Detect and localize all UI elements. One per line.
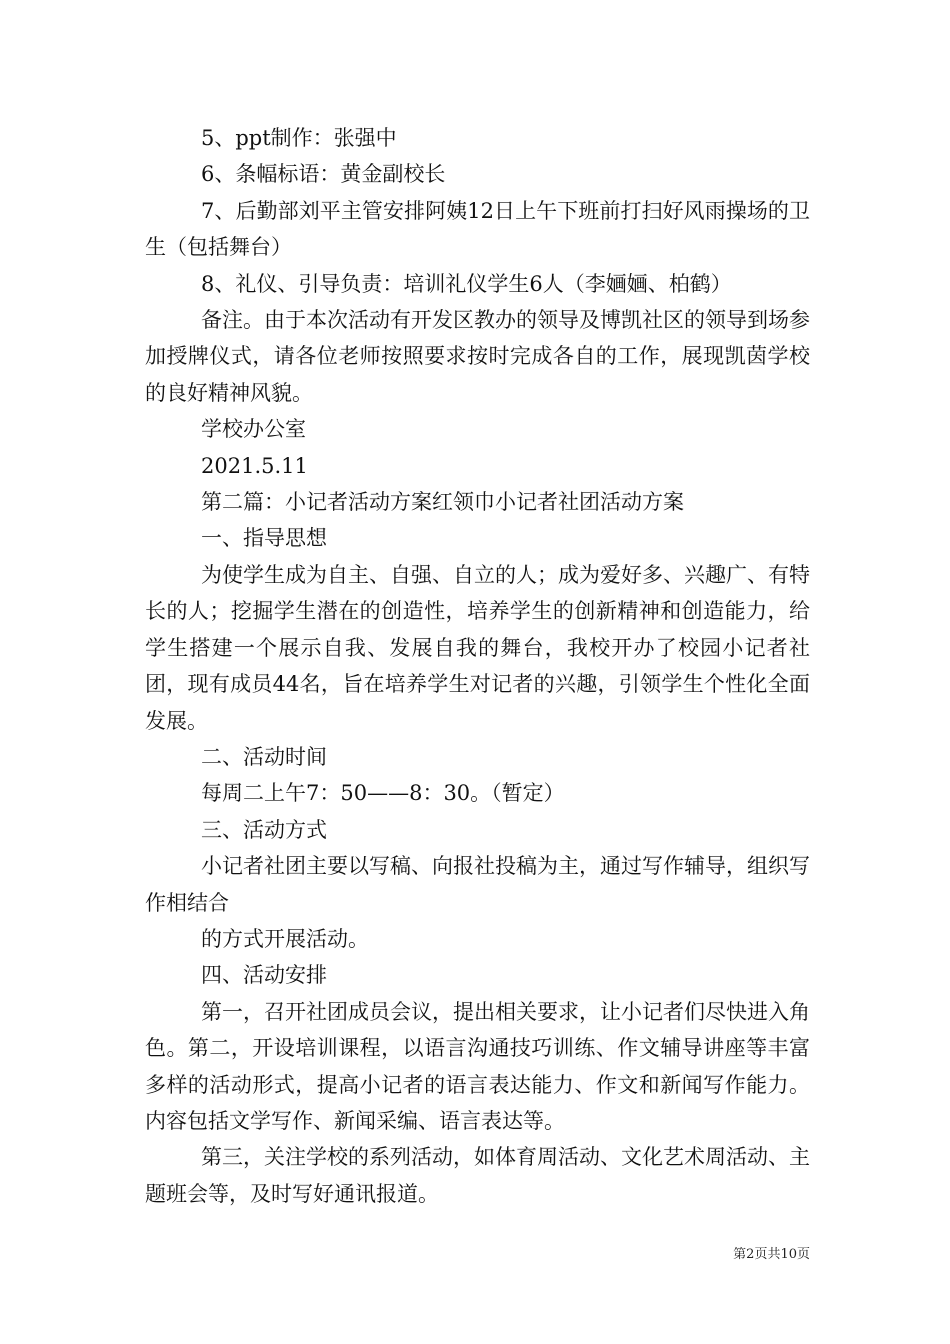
page-number-footer: 第2页共10页 [733,1247,810,1262]
paragraph-date: 2021.5.11 [201,453,308,478]
section-heading-activity-arrangement: 四、活动安排 [201,963,327,988]
paragraph-second-article-title: 第二篇：小记者活动方案红领巾小记者社团活动方案 [201,490,684,515]
section-heading-guiding-ideology: 一、指导思想 [201,526,327,551]
paragraph-guiding-ideology: 为使学生成为自主、自强、自立的人；成为爱好多、兴趣广、有特长的人；挖掘学生潜在的创造性，培养学生的创新精神和创造能力，给学生搭建一个展示自我、发展自我的舞台，我校开办了校园小记者社团，现有成员44名，旨在培养学生对记者的兴趣，引领学生个性化全面发展。 [145,562,810,733]
paragraph-signature-office: 学校办公室 [201,417,306,442]
paragraph-logistics-cleaning: 7、后勤部刘平主管安排阿姨12日上午下班前打扫好风雨操场的卫生（包括舞台） [145,198,810,260]
paragraph-activity-method: 小记者社团主要以写稿、向报社投稿为主，通过写作辅导，组织写作相结合 [145,854,810,915]
document-body [145,120,810,1212]
paragraph-arrangement-third: 第三，关注学校的系列活动，如体育周活动、文化艺术周活动、主题班会等，及时写好通讯报道。 [145,1145,810,1206]
section-heading-activity-time: 二、活动时间 [201,744,327,769]
paragraph-activity-time: 每周二上午7：50——8：30。（暂定） [201,781,565,806]
paragraph-etiquette-guide: 8、礼仪、引导负责：培训礼仪学生6人（李婳婳、柏鹤） [201,271,732,296]
paragraph-activity-method-continued: 的方式开展活动。 [201,926,369,951]
paragraph-ppt-production: 5、ppt制作：张强中 [201,126,397,150]
section-heading-activity-method: 三、活动方式 [201,817,327,842]
paragraph-arrangement-first-second: 第一，召开社团成员会议，提出相关要求，让小记者们尽快进入角色。第二，开设培训课程，以语言沟通技巧训练、作文辅导讲座等丰富多样的活动形式，提高小记者的语言表达能力、作文和新闻写作能力。内容包括文学写作、新闻采编、语言表达等。 [145,999,810,1133]
paragraph-banner-slogan: 6、条幅标语：黄金副校长 [201,162,446,187]
paragraph-remarks: 备注。由于本次活动有开发区教办的领导及博凯社区的领导到场参加授牌仪式，请各位老师按照要求按时完成各自的工作，展现凯茵学校的良好精神风貌。 [145,308,810,405]
